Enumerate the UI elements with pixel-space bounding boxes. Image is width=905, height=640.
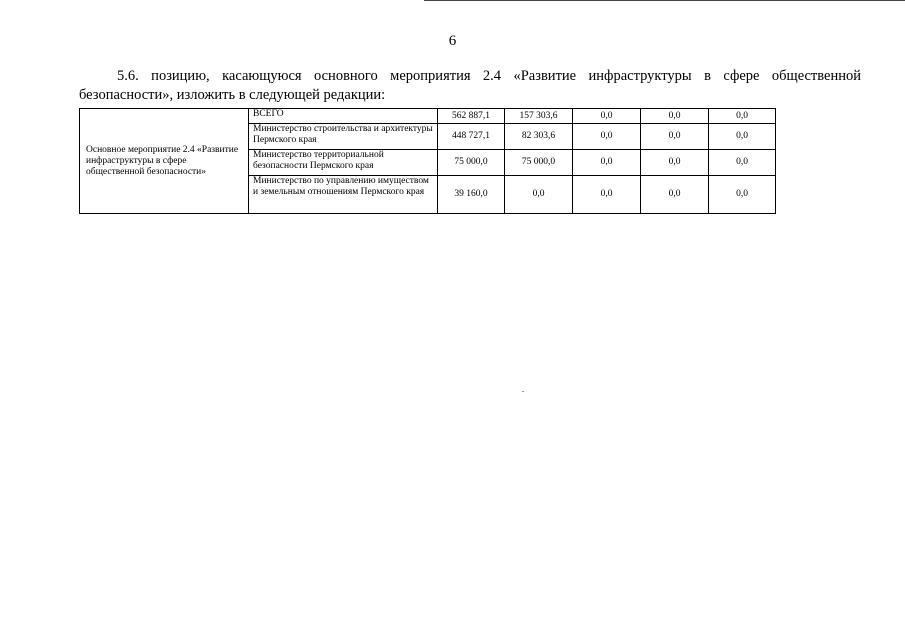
value-cell: 0,0 [573,150,641,176]
value-cell: 75 000,0 [438,150,505,176]
value-cell: 0,0 [709,124,776,150]
value-cell: 0,0 [709,176,776,214]
value-cell: 0,0 [641,124,709,150]
budget-table [79,108,776,214]
value-cell: 0,0 [709,150,776,176]
executor-cell: Министерство по управлению имуществом и земельным отношениям Пермского края [249,176,438,214]
value-cell: 0,0 [641,150,709,176]
value-cell: 0,0 [573,176,641,214]
executor-cell: ВСЕГО [249,109,438,124]
table-row-total [80,109,776,124]
activity-cell: Основное мероприятие 2.4 «Развитие инфраструктуры в сфере общественной безопасности» [80,109,249,214]
value-cell: 0,0 [641,176,709,214]
value-cell: 82 303,6 [505,124,573,150]
intro-paragraph: 5.6. позицию, касающуюся основного мероприятия 2.4 «Развитие инфраструктуры в сфере общественной безопасности», изложить в следующей редакции: [79,68,861,103]
value-cell: 448 727,1 [438,124,505,150]
page-number: 6 [448,33,457,49]
value-cell: 0,0 [573,109,641,124]
value-cell: 157 303,6 [505,109,573,124]
value-cell: 562 887,1 [438,109,505,124]
executor-cell: Министерство строительства и архитектуры Пермского края [249,124,438,150]
value-cell: 0,0 [505,176,573,214]
value-cell: 0,0 [709,109,776,124]
value-cell: 75 000,0 [505,150,573,176]
scan-speck [522,391,524,392]
top-rule [424,0,905,1]
value-cell: 39 160,0 [438,176,505,214]
value-cell: 0,0 [573,124,641,150]
value-cell: 0,0 [641,109,709,124]
executor-cell: Министерство территориальной безопасности Пермского края [249,150,438,176]
